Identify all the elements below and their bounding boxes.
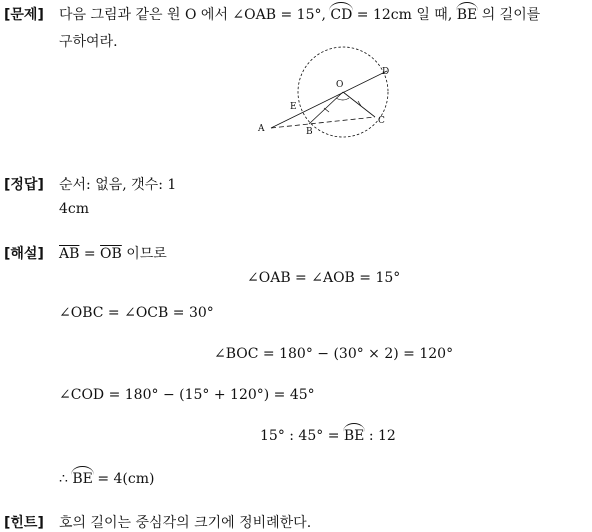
answer-value: 4cm <box>59 201 90 217</box>
label-a: A <box>258 124 265 134</box>
hint-label: [힌트] <box>4 515 44 531</box>
solution-eq-4: ∠BOC = 180° − (30° × 2) = 120° <box>214 346 454 362</box>
solution-eq-2: ∠OAB = ∠AOB = 15° <box>247 270 401 286</box>
label-d: D <box>382 67 390 77</box>
circle-figure <box>250 40 400 145</box>
segment-oc <box>343 92 375 117</box>
tick-ob <box>324 108 329 112</box>
label-c: C <box>378 116 385 126</box>
label-o: O <box>336 80 344 90</box>
answer-meta: 순서: 없음, 갯수: 1 <box>59 177 177 193</box>
arc-be-eq6: BE <box>343 428 365 444</box>
solution-eq-1 <box>59 243 167 263</box>
segment-ad <box>271 71 387 128</box>
problem-text-c: 의 길이를 <box>477 7 541 23</box>
problem-line-2: 구하여라. <box>59 34 118 50</box>
solution-eq-3: ∠OBC = ∠OCB = 30° <box>59 305 214 321</box>
eq1-mid: = <box>79 246 101 262</box>
solution-eq-7 <box>59 471 154 487</box>
arc-mark-o <box>336 98 349 100</box>
solution-eq-5: ∠COD = 180° − (15° + 120°) = 45° <box>59 387 315 403</box>
eq7-b: = 4(cm) <box>92 471 155 487</box>
eq6-a: 15° : 45° = <box>260 428 344 444</box>
solution-eq-6 <box>260 428 396 444</box>
segment-ob-text: $\overline{OB}$ <box>100 246 122 262</box>
eq6-b: : 12 <box>364 428 396 444</box>
solution-label: [해설] <box>4 246 44 262</box>
hint-text: 호의 길이는 중심각의 크기에 정비례한다. <box>59 515 312 531</box>
answer-label: [정답] <box>4 177 44 193</box>
segment-ac <box>271 117 375 128</box>
segment-ab: $\overline{AB}$ <box>59 246 80 262</box>
arc-be-eq7: BE <box>72 471 93 487</box>
problem-text-a: 다음 그림과 같은 원 O 에서 ∠OAB = 15°, <box>59 7 331 23</box>
label-b: B <box>306 127 313 137</box>
segment-ob <box>309 92 343 124</box>
label-e: E <box>290 102 297 112</box>
eq7-a: ∴ <box>59 471 73 487</box>
eq1-tail: 이므로 <box>121 246 167 262</box>
arc-be: BE <box>456 7 478 23</box>
problem-label: [문제] <box>4 7 44 23</box>
problem-text-b: = 12cm 일 때, <box>352 7 457 23</box>
arc-cd: CD <box>330 7 353 23</box>
problem-line-1 <box>59 4 540 24</box>
